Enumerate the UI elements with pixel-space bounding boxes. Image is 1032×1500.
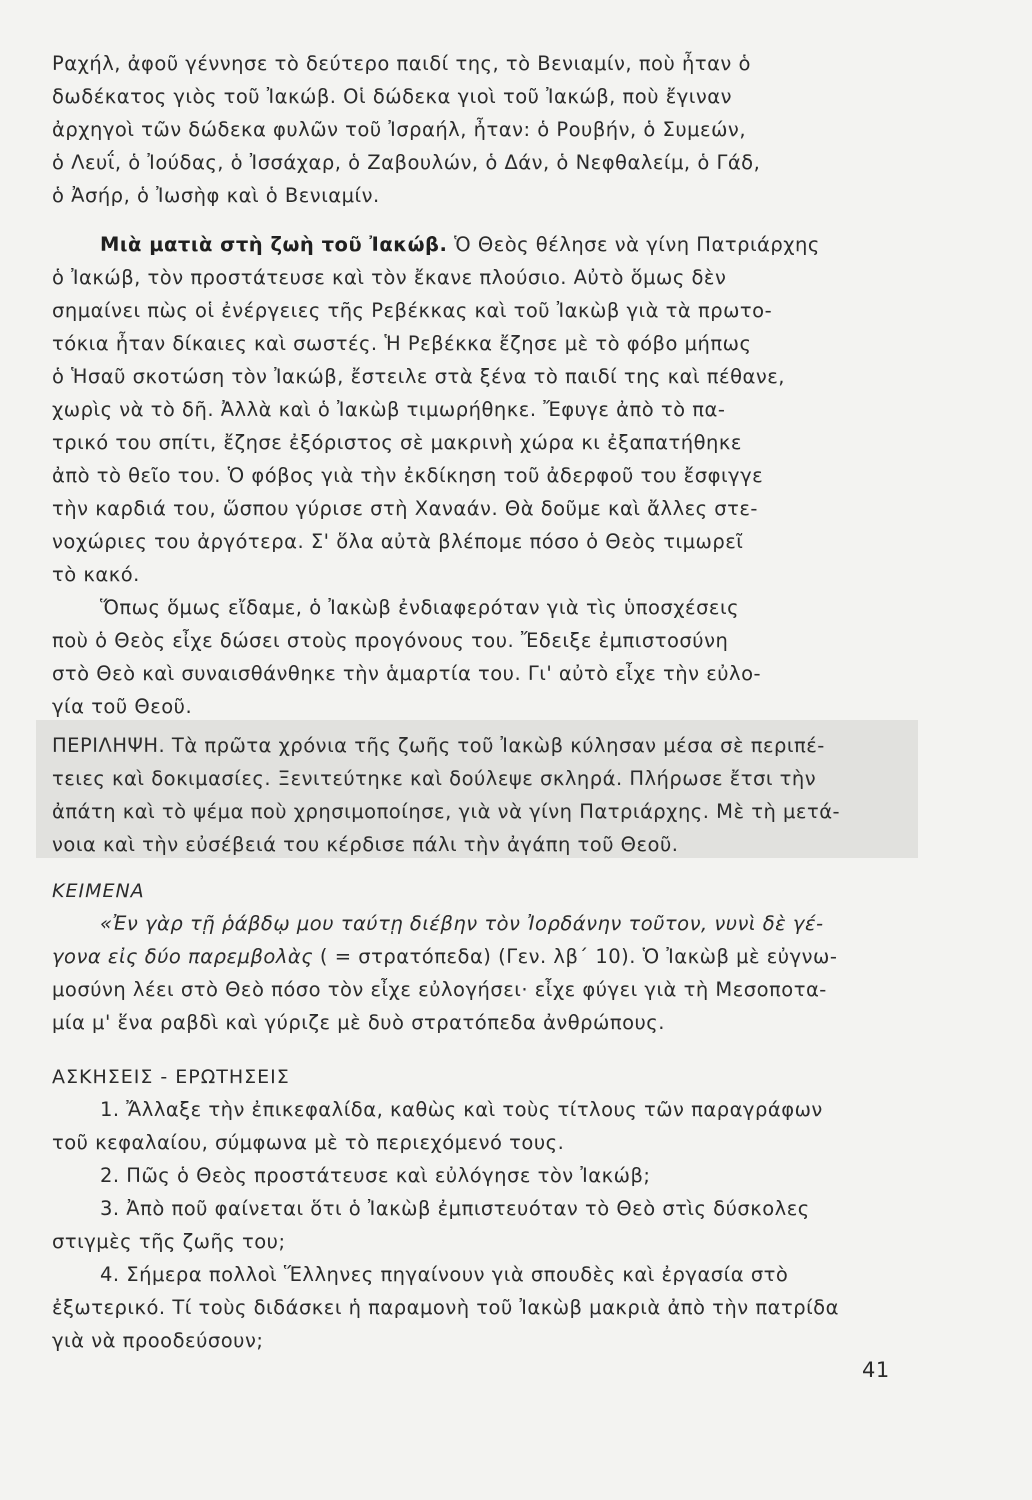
paragraph-line: χωρὶς νὰ τὸ δῆ. Ἀλλὰ καὶ ὁ Ἰακὼβ τιμωρήθηκε. Ἔφυγε ἀπὸ τὸ πα- bbox=[52, 398, 726, 421]
quote-reference: ( = στρατόπεδα) (Γεν. λβ΄ 10). Ὁ Ἰακὼβ μὲ εὐγνω- bbox=[313, 945, 838, 968]
paragraph-line: δωδέκατος γιὸς τοῦ Ἰακώβ. Οἱ δώδεκα γιοὶ τοῦ Ἰακώβ, ποὺ ἔγιναν bbox=[52, 85, 733, 108]
exercise-line: 3. Ἀπὸ ποῦ φαίνεται ὅτι ὁ Ἰακὼβ ἐμπιστευόταν τὸ Θεὸ στὶς δύσκολες bbox=[100, 1197, 810, 1220]
paragraph-line: γία τοῦ Θεοῦ. bbox=[52, 695, 193, 718]
paragraph-line: ὁ Ἡσαῦ σκοτώση τὸν Ἰακώβ, ἔστειλε στὰ ξένα τὸ παιδί της καὶ πέθανε, bbox=[52, 365, 786, 388]
paragraph-line: τρικό του σπίτι, ἔζησε ἐξόριστος σὲ μακρινὴ χώρα κι ἐξαπατήθηκε bbox=[52, 431, 742, 454]
exercise-line: γιὰ νὰ προοδεύσουν; bbox=[52, 1329, 264, 1352]
paragraph-line: ὁ Ἀσήρ, ὁ Ἰωσὴφ καὶ ὁ Βενιαμίν. bbox=[52, 184, 380, 207]
exercise-line: τοῦ κεφαλαίου, σύμφωνα μὲ τὸ περιεχόμενό τους. bbox=[52, 1131, 565, 1154]
paragraph-line: σημαίνει πὼς οἱ ἐνέργειες τῆς Ρεβέκκας καὶ τοῦ Ἰακὼβ γιὰ τὰ πρωτο- bbox=[52, 299, 773, 322]
page-number: 41 bbox=[862, 1358, 890, 1382]
summary-line: ΠΕΡΙΛΗΨΗ. Τὰ πρῶτα χρόνια τῆς ζωῆς τοῦ Ἰακὼβ κύλησαν μέσα σὲ περιπέ- bbox=[52, 734, 825, 757]
keimena-heading: ΚΕΙΜΕΝΑ bbox=[52, 880, 145, 902]
paragraph-line: τὴν καρδιά του, ὥσπου γύρισε στὴ Χαναάν. Θὰ δοῦμε καὶ ἄλλες στε- bbox=[52, 497, 758, 520]
summary-line: ἀπάτη καὶ τὸ ψέμα ποὺ χρησιμοποίησε, γιὰ νὰ γίνη Πατριάρχης. Μὲ τὴ μετά- bbox=[52, 800, 841, 823]
paragraph-line: ἀρχηγοὶ τῶν δώδεκα φυλῶν τοῦ Ἰσραήλ, ἦταν: ὁ Ρουβήν, ὁ Συμεών, bbox=[52, 118, 747, 141]
exercise-line: στιγμὲς τῆς ζωῆς του; bbox=[52, 1230, 286, 1253]
summary-line: νοια καὶ τὴν εὐσέβειά του κέρδισε πάλι τὴν ἀγάπη τοῦ Θεοῦ. bbox=[52, 833, 679, 856]
exercise-line: 4. Σήμερα πολλοὶ Ἕλληνες πηγαίνουν γιὰ σπουδὲς καὶ ἐργασία στὸ bbox=[100, 1263, 789, 1286]
paragraph-line: νοχώριες του ἀργότερα. Σ' ὅλα αὐτὰ βλέπομε πόσο ὁ Θεὸς τιμωρεῖ bbox=[52, 530, 744, 553]
paragraph-line: ὁ Ἰακώβ, τὸν προστάτευσε καὶ τὸν ἔκανε πλούσιο. Αὐτὸ ὅμως δὲν bbox=[52, 266, 727, 289]
paragraph-line: στὸ Θεὸ καὶ συναισθάνθηκε τὴν ἁμαρτία του. Γι' αὐτὸ εἶχε τὴν εὐλο- bbox=[52, 662, 762, 685]
exercises-heading: ΑΣΚΗΣΕΙΣ - ΕΡΩΤΗΣΕΙΣ bbox=[52, 1066, 290, 1088]
exercise-line: 2. Πῶς ὁ Θεὸς προστάτευσε καὶ εὐλόγησε τὸν Ἰακώβ; bbox=[100, 1164, 651, 1187]
section-first-line bbox=[100, 233, 820, 256]
exercise-line: 1. Ἄλλαξε τὴν ἐπικεφαλίδα, καθὼς καὶ τοὺς τίτλους τῶν παραγράφων bbox=[100, 1098, 823, 1121]
keimena-line: μοσύνη λέει στὸ Θεὸ πόσο τὸν εἶχε εὐλογήσει· εἶχε φύγει γιὰ τὴ Μεσοποτα- bbox=[52, 978, 827, 1001]
paragraph-line: ἀπὸ τὸ θεῖο του. Ὁ φόβος γιὰ τὴν ἐκδίκηση τοῦ ἀδερφοῦ του ἔσφιγγε bbox=[52, 464, 764, 487]
paragraph-line: ὁ Λευΐ, ὁ Ἰούδας, ὁ Ἰσσάχαρ, ὁ Ζαβουλών, ὁ Δάν, ὁ Νεφθαλείμ, ὁ Γάδ, bbox=[52, 151, 761, 174]
summary-line: τειες καὶ δοκιμασίες. Ξενιτεύτηκε καὶ δούλεψε σκληρά. Πλήρωσε ἔτσι τὴν bbox=[52, 767, 817, 790]
section-heading: Μιὰ ματιὰ στὴ ζωὴ τοῦ Ἰακώβ. bbox=[100, 233, 448, 256]
paragraph-line: ποὺ ὁ Θεὸς εἶχε δώσει στοὺς προγόνους του. Ἔδειξε ἐμπιστοσύνη bbox=[52, 629, 729, 652]
exercise-line: ἐξωτερικό. Τί τοὺς διδάσκει ἡ παραμονὴ τοῦ Ἰακὼβ μακριὰ ἀπὸ τὴν πατρίδα bbox=[52, 1296, 839, 1319]
paragraph-line: Ραχήλ, ἀφοῦ γέννησε τὸ δεύτερο παιδί της, τὸ Βενιαμίν, ποὺ ἦταν ὁ bbox=[52, 52, 751, 75]
quote-line: «Ἐν γὰρ τῇ ῥάβδῳ μου ταύτῃ διέβην τὸν Ἰορδάνην τοῦτον, νυνὶ δὲ γέ- bbox=[100, 912, 824, 935]
quote-text: γονα εἰς δύο παρεμβολὰς bbox=[52, 945, 314, 968]
section-first-line-text: Ὁ Θεὸς θέλησε νὰ γίνη Πατριάρχης bbox=[454, 233, 820, 256]
keimena-line: μία μ' ἕνα ραβδὶ καὶ γύριζε μὲ δυὸ στρατόπεδα ἀνθρώπους. bbox=[52, 1011, 665, 1034]
paragraph-line: τὸ κακό. bbox=[52, 563, 140, 586]
paragraph-line: Ὅπως ὅμως εἴδαμε, ὁ Ἰακὼβ ἐνδιαφερόταν γιὰ τὶς ὑποσχέσεις bbox=[100, 596, 740, 619]
paragraph-line: τόκια ἦταν δίκαιες καὶ σωστές. Ἡ Ρεβέκκα ἔζησε μὲ τὸ φόβο μήπως bbox=[52, 332, 752, 355]
quote-line bbox=[52, 945, 837, 968]
